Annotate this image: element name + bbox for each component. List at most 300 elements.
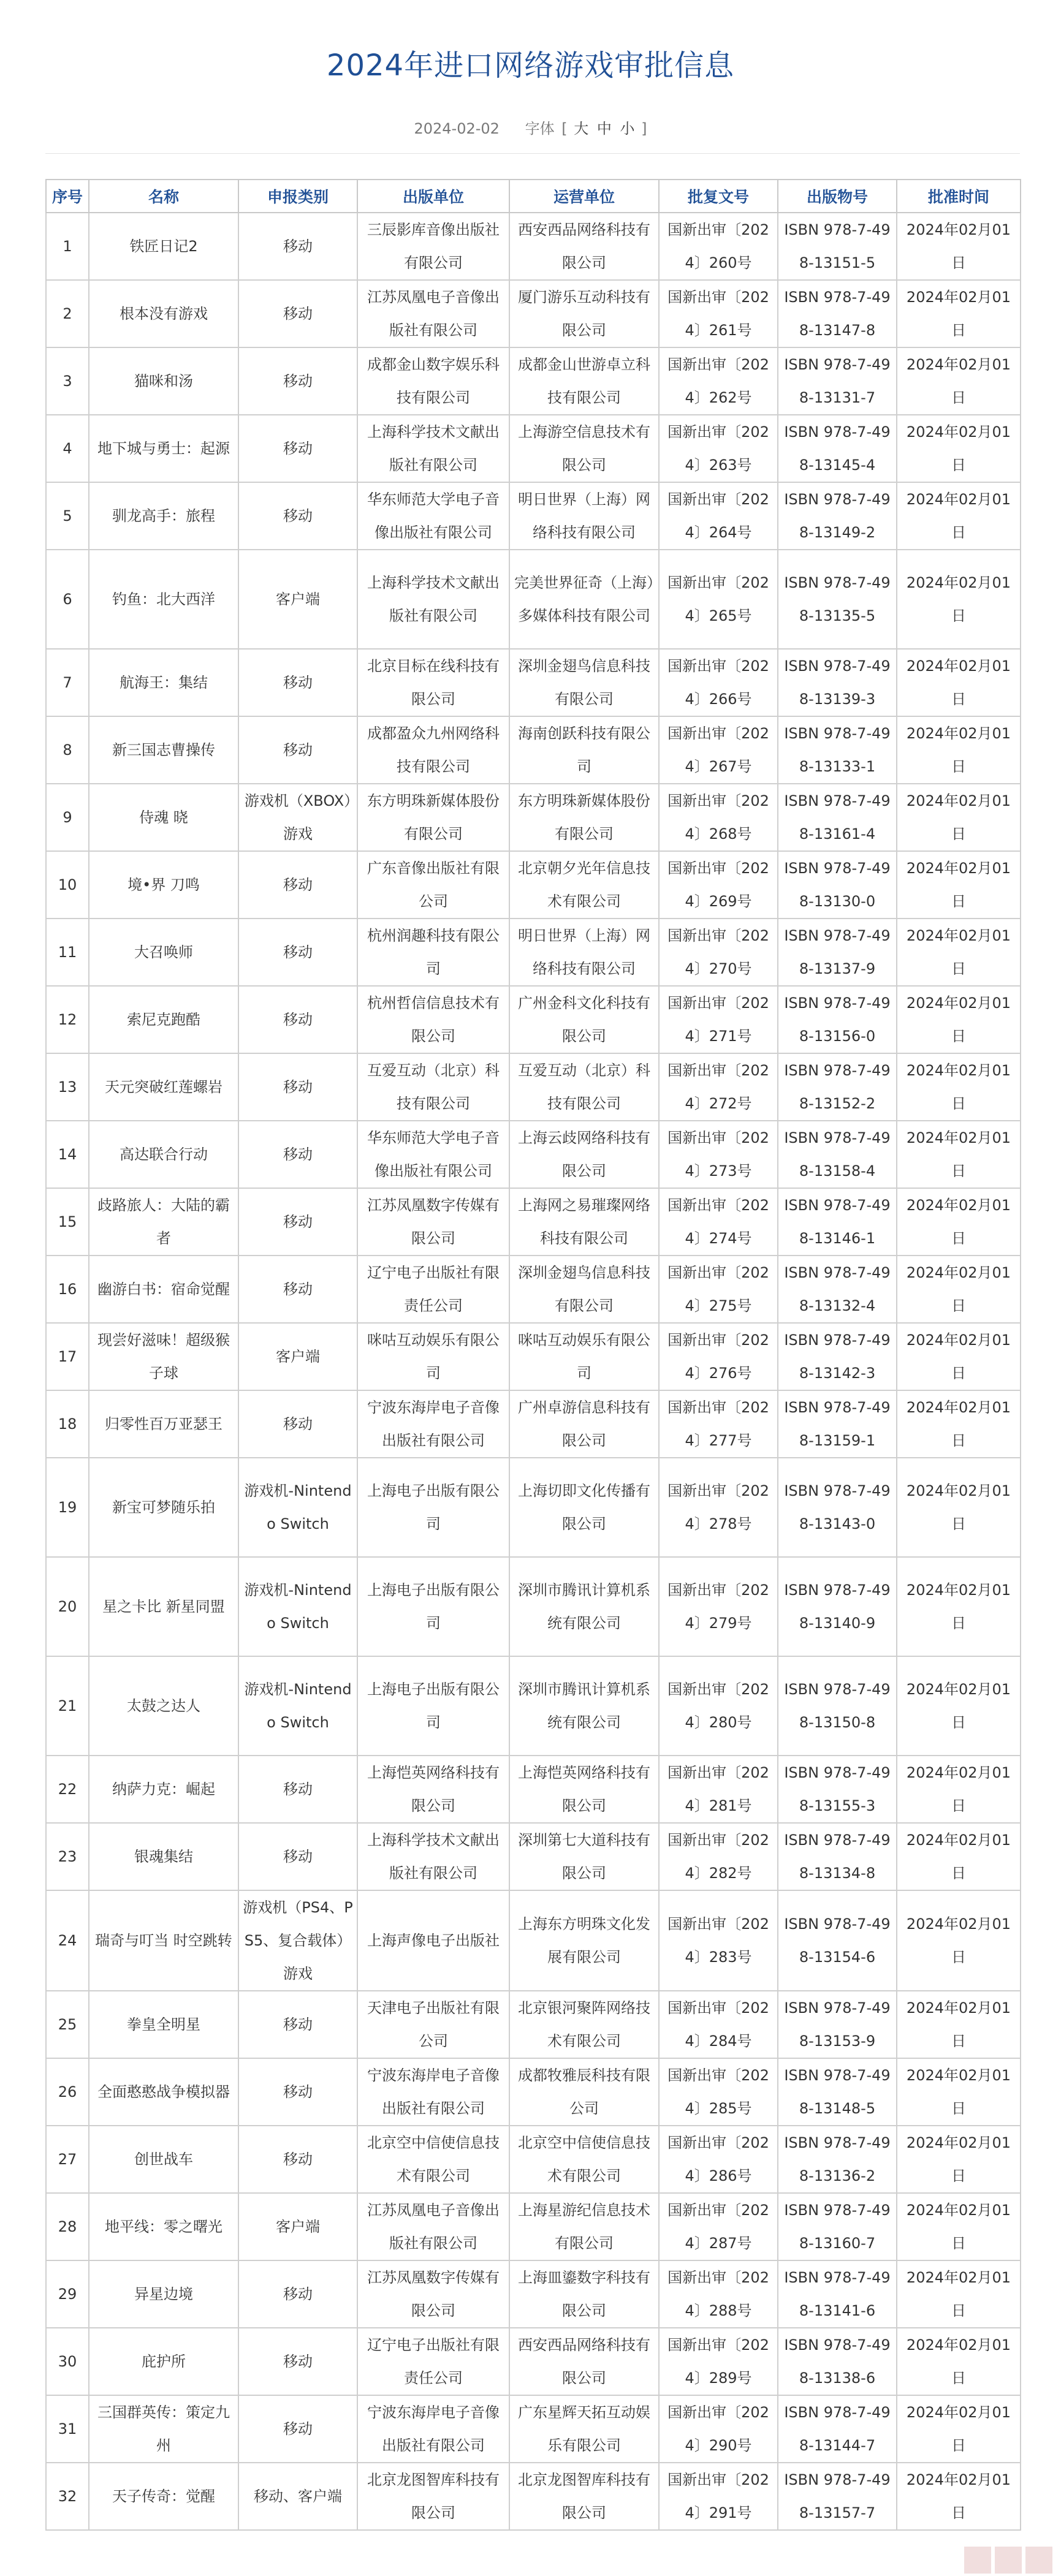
- cell-date: 2024年02月01日: [897, 2463, 1021, 2530]
- cell-name: 地平线：零之曙光: [89, 2193, 238, 2260]
- cell-publisher: 杭州润趣科技有限公司: [357, 919, 509, 986]
- cell-operator: 上海恺英网络科技有限公司: [509, 1756, 659, 1823]
- cell-isbn: ISBN 978-7-498-13136-2: [778, 2126, 897, 2193]
- cell-name: 星之卡比 新星同盟: [89, 1557, 238, 1656]
- cell-approval: 国新出审〔2024〕286号: [659, 2126, 778, 2193]
- cell-no: 12: [46, 986, 89, 1053]
- cell-isbn: ISBN 978-7-498-13159-1: [778, 1390, 897, 1458]
- cell-date: 2024年02月01日: [897, 347, 1021, 415]
- cell-isbn: ISBN 978-7-498-13132-4: [778, 1256, 897, 1323]
- cell-name: 天子传奇：觉醒: [89, 2463, 238, 2530]
- cell-approval: 国新出审〔2024〕279号: [659, 1557, 778, 1656]
- cell-approval: 国新出审〔2024〕285号: [659, 2058, 778, 2126]
- cell-operator: 上海皿鎏数字科技有限公司: [509, 2260, 659, 2328]
- column-header-name: 名称: [89, 180, 238, 213]
- cell-isbn: ISBN 978-7-498-13158-4: [778, 1121, 897, 1188]
- cell-isbn: ISBN 978-7-498-13157-7: [778, 2463, 897, 2530]
- cell-name: 猫咪和汤: [89, 347, 238, 415]
- table-row: [46, 1458, 1021, 1557]
- cell-operator: 咪咕互动娱乐有限公司: [509, 1323, 659, 1390]
- cell-date: 2024年02月01日: [897, 2193, 1021, 2260]
- cell-approval: 国新出审〔2024〕273号: [659, 1121, 778, 1188]
- cell-date: 2024年02月01日: [897, 1053, 1021, 1121]
- cell-category: 移动: [238, 1756, 357, 1823]
- table-row: [46, 1656, 1021, 1756]
- table-row: [46, 213, 1021, 280]
- cell-operator: 上海东方明珠文化发展有限公司: [509, 1890, 659, 1991]
- cell-operator: 明日世界（上海）网络科技有限公司: [509, 482, 659, 550]
- column-header-publisher: 出版单位: [357, 180, 509, 213]
- cell-publisher: 华东师范大学电子音像出版社有限公司: [357, 482, 509, 550]
- table-row: [46, 1121, 1021, 1188]
- cell-name: 纳萨力克：崛起: [89, 1756, 238, 1823]
- cell-category: 客户端: [238, 550, 357, 649]
- cell-operator: 上海星游纪信息技术有限公司: [509, 2193, 659, 2260]
- cell-category: 移动: [238, 213, 357, 280]
- cell-isbn: ISBN 978-7-498-13133-1: [778, 716, 897, 784]
- cell-date: 2024年02月01日: [897, 919, 1021, 986]
- cell-no: 4: [46, 415, 89, 482]
- cell-operator: 上海游空信息技术有限公司: [509, 415, 659, 482]
- cell-publisher: 上海电子出版有限公司: [357, 1458, 509, 1557]
- cell-operator: 厦门游乐互动科技有限公司: [509, 280, 659, 347]
- table-row: [46, 1053, 1021, 1121]
- table-row: [46, 986, 1021, 1053]
- cell-operator: 广州卓游信息科技有限公司: [509, 1390, 659, 1458]
- cell-no: 8: [46, 716, 89, 784]
- cell-publisher: 北京目标在线科技有限公司: [357, 649, 509, 716]
- cell-date: 2024年02月01日: [897, 851, 1021, 919]
- cell-publisher: 杭州哲信信息技术有限公司: [357, 986, 509, 1053]
- cell-category: 移动: [238, 1188, 357, 1256]
- cell-date: 2024年02月01日: [897, 1323, 1021, 1390]
- cell-isbn: ISBN 978-7-498-13142-3: [778, 1323, 897, 1390]
- cell-date: 2024年02月01日: [897, 1756, 1021, 1823]
- cell-date: 2024年02月01日: [897, 649, 1021, 716]
- cell-operator: 广州金科文化科技有限公司: [509, 986, 659, 1053]
- cell-name: 拳皇全明星: [89, 1991, 238, 2058]
- cell-name: 全面憨憨战争模拟器: [89, 2058, 238, 2126]
- cell-no: 5: [46, 482, 89, 550]
- cell-publisher: 上海恺英网络科技有限公司: [357, 1756, 509, 1823]
- cell-date: 2024年02月01日: [897, 1458, 1021, 1557]
- font-size-medium-button[interactable]: 中: [596, 120, 612, 137]
- cell-approval: 国新出审〔2024〕276号: [659, 1323, 778, 1390]
- column-header-date: 批准时间: [897, 180, 1021, 213]
- table-row: [46, 1823, 1021, 1890]
- cell-approval: 国新出审〔2024〕284号: [659, 1991, 778, 2058]
- cell-publisher: 江苏凤凰电子音像出版社有限公司: [357, 2193, 509, 2260]
- table-header-row: [46, 180, 1021, 213]
- cell-category: 移动: [238, 2328, 357, 2395]
- cell-publisher: 上海电子出版有限公司: [357, 1656, 509, 1756]
- cell-no: 27: [46, 2126, 89, 2193]
- cell-category: 移动: [238, 1053, 357, 1121]
- cell-no: 24: [46, 1890, 89, 1991]
- cell-name: 异星边境: [89, 2260, 238, 2328]
- cell-approval: 国新出审〔2024〕262号: [659, 347, 778, 415]
- cell-operator: 东方明珠新媒体股份有限公司: [509, 784, 659, 851]
- cell-no: 30: [46, 2328, 89, 2395]
- cell-approval: 国新出审〔2024〕281号: [659, 1756, 778, 1823]
- cell-approval: 国新出审〔2024〕268号: [659, 784, 778, 851]
- cell-approval: 国新出审〔2024〕277号: [659, 1390, 778, 1458]
- cell-date: 2024年02月01日: [897, 550, 1021, 649]
- cell-date: 2024年02月01日: [897, 482, 1021, 550]
- cell-category: 移动、客户端: [238, 2463, 357, 2530]
- cell-operator: 北京龙图智库科技有限公司: [509, 2463, 659, 2530]
- cell-publisher: 咪咕互动娱乐有限公司: [357, 1323, 509, 1390]
- table-row: [46, 2395, 1021, 2463]
- cell-category: 移动: [238, 347, 357, 415]
- cell-isbn: ISBN 978-7-498-13160-7: [778, 2193, 897, 2260]
- table-row: [46, 415, 1021, 482]
- cell-operator: 上海云歧网络科技有限公司: [509, 1121, 659, 1188]
- cell-publisher: 江苏凤凰电子音像出版社有限公司: [357, 280, 509, 347]
- cell-approval: 国新出审〔2024〕264号: [659, 482, 778, 550]
- cell-isbn: ISBN 978-7-498-13151-5: [778, 213, 897, 280]
- cell-operator: 互爱互动（北京）科技有限公司: [509, 1053, 659, 1121]
- cell-approval: 国新出审〔2024〕272号: [659, 1053, 778, 1121]
- cell-publisher: 辽宁电子出版社有限责任公司: [357, 2328, 509, 2395]
- cell-publisher: 辽宁电子出版社有限责任公司: [357, 1256, 509, 1323]
- cell-category: 移动: [238, 2126, 357, 2193]
- cell-isbn: ISBN 978-7-498-13135-5: [778, 550, 897, 649]
- cell-approval: 国新出审〔2024〕260号: [659, 213, 778, 280]
- cell-name: 新三国志曹操传: [89, 716, 238, 784]
- cell-date: 2024年02月01日: [897, 784, 1021, 851]
- table-row: [46, 2126, 1021, 2193]
- cell-category: 移动: [238, 851, 357, 919]
- column-header-no: 序号: [46, 180, 89, 213]
- cell-name: 钓鱼：北大西洋: [89, 550, 238, 649]
- cell-operator: 北京空中信使信息技术有限公司: [509, 2126, 659, 2193]
- cell-publisher: 上海科学技术文献出版社有限公司: [357, 1823, 509, 1890]
- cell-no: 9: [46, 784, 89, 851]
- cell-no: 14: [46, 1121, 89, 1188]
- cell-approval: 国新出审〔2024〕282号: [659, 1823, 778, 1890]
- cell-approval: 国新出审〔2024〕267号: [659, 716, 778, 784]
- cell-operator: 北京银河聚阵网络技术有限公司: [509, 1991, 659, 2058]
- cell-approval: 国新出审〔2024〕287号: [659, 2193, 778, 2260]
- cell-approval: 国新出审〔2024〕275号: [659, 1256, 778, 1323]
- cell-date: 2024年02月01日: [897, 1390, 1021, 1458]
- cell-category: 游戏机-Nintendo Switch: [238, 1656, 357, 1756]
- cell-name: 高达联合行动: [89, 1121, 238, 1188]
- table-row: [46, 1756, 1021, 1823]
- table-row: [46, 1188, 1021, 1256]
- cell-isbn: ISBN 978-7-498-13134-8: [778, 1823, 897, 1890]
- cell-date: 2024年02月01日: [897, 2058, 1021, 2126]
- cell-approval: 国新出审〔2024〕290号: [659, 2395, 778, 2463]
- cell-no: 17: [46, 1323, 89, 1390]
- cell-operator: 上海网之易璀璨网络科技有限公司: [509, 1188, 659, 1256]
- cell-category: 移动: [238, 2395, 357, 2463]
- cell-no: 15: [46, 1188, 89, 1256]
- cell-category: 游戏机（PS4、PS5、复合载体）游戏: [238, 1890, 357, 1991]
- cell-operator: 深圳市腾讯计算机系统有限公司: [509, 1656, 659, 1756]
- cell-no: 10: [46, 851, 89, 919]
- cell-approval: 国新出审〔2024〕280号: [659, 1656, 778, 1756]
- cell-name: 航海王：集结: [89, 649, 238, 716]
- table-row: [46, 1256, 1021, 1323]
- cell-name: 索尼克跑酷: [89, 986, 238, 1053]
- article-meta: [0, 116, 1061, 138]
- cell-operator: 西安西品网络科技有限公司: [509, 2328, 659, 2395]
- cell-name: 境•界 刀鸣: [89, 851, 238, 919]
- cell-date: 2024年02月01日: [897, 1823, 1021, 1890]
- cell-approval: 国新出审〔2024〕288号: [659, 2260, 778, 2328]
- table-row: [46, 649, 1021, 716]
- cell-category: 移动: [238, 1121, 357, 1188]
- table-row: [46, 347, 1021, 415]
- cell-publisher: 北京空中信使信息技术有限公司: [357, 2126, 509, 2193]
- cell-publisher: 江苏凤凰数字传媒有限公司: [357, 2260, 509, 2328]
- publish-date: 2024-02-02: [414, 120, 500, 137]
- cell-publisher: 北京龙图智库科技有限公司: [357, 2463, 509, 2530]
- table-row: [46, 1390, 1021, 1458]
- cell-no: 23: [46, 1823, 89, 1890]
- cell-category: 客户端: [238, 1323, 357, 1390]
- cell-operator: 深圳金翅鸟信息科技有限公司: [509, 1256, 659, 1323]
- cell-isbn: ISBN 978-7-498-13153-9: [778, 1991, 897, 2058]
- cell-category: 移动: [238, 2260, 357, 2328]
- font-size-open-bracket: [: [561, 120, 568, 137]
- cell-isbn: ISBN 978-7-498-13137-9: [778, 919, 897, 986]
- cell-category: 移动: [238, 1390, 357, 1458]
- cell-approval: 国新出审〔2024〕265号: [659, 550, 778, 649]
- cell-isbn: ISBN 978-7-498-13139-3: [778, 649, 897, 716]
- cell-category: 移动: [238, 1991, 357, 2058]
- cell-isbn: ISBN 978-7-498-13148-5: [778, 2058, 897, 2126]
- cell-publisher: 互爱互动（北京）科技有限公司: [357, 1053, 509, 1121]
- cell-date: 2024年02月01日: [897, 2395, 1021, 2463]
- cell-publisher: 上海声像电子出版社: [357, 1890, 509, 1991]
- cell-no: 13: [46, 1053, 89, 1121]
- cell-date: 2024年02月01日: [897, 1188, 1021, 1256]
- cell-name: 太鼓之达人: [89, 1656, 238, 1756]
- cell-category: 移动: [238, 415, 357, 482]
- cell-date: 2024年02月01日: [897, 1557, 1021, 1656]
- cell-name: 侍魂 晓: [89, 784, 238, 851]
- cell-date: 2024年02月01日: [897, 1656, 1021, 1756]
- cell-date: 2024年02月01日: [897, 415, 1021, 482]
- cell-name: 新宝可梦随乐拍: [89, 1458, 238, 1557]
- column-header-isbn: 出版物号: [778, 180, 897, 213]
- font-size-large-button[interactable]: 大: [574, 120, 589, 137]
- cell-publisher: 成都盈众九州网络科技有限公司: [357, 716, 509, 784]
- cell-no: 1: [46, 213, 89, 280]
- cell-date: 2024年02月01日: [897, 1256, 1021, 1323]
- cell-name: 铁匠日记2: [89, 213, 238, 280]
- cell-no: 32: [46, 2463, 89, 2530]
- table-row: [46, 2328, 1021, 2395]
- cell-name: 瑞奇与叮当 时空跳转: [89, 1890, 238, 1991]
- cell-name: 天元突破红莲螺岩: [89, 1053, 238, 1121]
- cell-date: 2024年02月01日: [897, 280, 1021, 347]
- cell-date: 2024年02月01日: [897, 986, 1021, 1053]
- cell-category: 移动: [238, 716, 357, 784]
- cell-isbn: ISBN 978-7-498-13152-2: [778, 1053, 897, 1121]
- cell-publisher: 华东师范大学电子音像出版社有限公司: [357, 1121, 509, 1188]
- cell-name: 幽游白书：宿命觉醒: [89, 1256, 238, 1323]
- cell-operator: 上海切即文化传播有限公司: [509, 1458, 659, 1557]
- cell-category: 客户端: [238, 2193, 357, 2260]
- font-size-close-bracket: ]: [641, 120, 647, 137]
- cell-publisher: 上海科学技术文献出版社有限公司: [357, 415, 509, 482]
- column-header-approval: 批复文号: [659, 180, 778, 213]
- cell-isbn: ISBN 978-7-498-13144-7: [778, 2395, 897, 2463]
- cell-date: 2024年02月01日: [897, 2328, 1021, 2395]
- font-size-small-button[interactable]: 小: [620, 120, 635, 137]
- cell-category: 游戏机-Nintendo Switch: [238, 1557, 357, 1656]
- cell-date: 2024年02月01日: [897, 213, 1021, 280]
- cell-isbn: ISBN 978-7-498-13147-8: [778, 280, 897, 347]
- table-row: [46, 482, 1021, 550]
- cell-no: 7: [46, 649, 89, 716]
- table-row: [46, 2058, 1021, 2126]
- cell-isbn: ISBN 978-7-498-13143-0: [778, 1458, 897, 1557]
- cell-approval: 国新出审〔2024〕278号: [659, 1458, 778, 1557]
- table-row: [46, 550, 1021, 649]
- cell-no: 20: [46, 1557, 89, 1656]
- cell-isbn: ISBN 978-7-498-13161-4: [778, 784, 897, 851]
- cell-operator: 海南创跃科技有限公司: [509, 716, 659, 784]
- cell-category: 移动: [238, 482, 357, 550]
- cell-no: 3: [46, 347, 89, 415]
- cell-no: 31: [46, 2395, 89, 2463]
- cell-publisher: 东方明珠新媒体股份有限公司: [357, 784, 509, 851]
- cell-publisher: 上海电子出版有限公司: [357, 1557, 509, 1656]
- font-size-label: 字体: [525, 120, 555, 137]
- cell-publisher: 广东音像出版社有限公司: [357, 851, 509, 919]
- cell-name: 归零性百万亚瑟王: [89, 1390, 238, 1458]
- cell-date: 2024年02月01日: [897, 1991, 1021, 2058]
- column-header-category: 申报类别: [238, 180, 357, 213]
- cell-operator: 成都牧雅辰科技有限公司: [509, 2058, 659, 2126]
- table-row: [46, 784, 1021, 851]
- cell-category: 游戏机（XBOX）游戏: [238, 784, 357, 851]
- cell-no: 2: [46, 280, 89, 347]
- cell-no: 21: [46, 1656, 89, 1756]
- cell-publisher: 天津电子出版社有限公司: [357, 1991, 509, 2058]
- cell-publisher: 上海科学技术文献出版社有限公司: [357, 550, 509, 649]
- table-row: [46, 2260, 1021, 2328]
- corner-watermark: [958, 2544, 1061, 2576]
- cell-operator: 西安西品网络科技有限公司: [509, 213, 659, 280]
- cell-category: 移动: [238, 1823, 357, 1890]
- cell-name: 地下城与勇士：起源: [89, 415, 238, 482]
- cell-name: 创世战车: [89, 2126, 238, 2193]
- table-row: [46, 716, 1021, 784]
- cell-date: 2024年02月01日: [897, 1890, 1021, 1991]
- approval-table: [45, 179, 1021, 2531]
- cell-date: 2024年02月01日: [897, 716, 1021, 784]
- cell-isbn: ISBN 978-7-498-13145-4: [778, 415, 897, 482]
- cell-approval: 国新出审〔2024〕289号: [659, 2328, 778, 2395]
- cell-isbn: ISBN 978-7-498-13154-6: [778, 1890, 897, 1991]
- table-body: [46, 213, 1021, 2530]
- cell-isbn: ISBN 978-7-498-13138-6: [778, 2328, 897, 2395]
- cell-approval: 国新出审〔2024〕274号: [659, 1188, 778, 1256]
- cell-isbn: ISBN 978-7-498-13130-0: [778, 851, 897, 919]
- cell-publisher: 三辰影库音像出版社有限公司: [357, 213, 509, 280]
- column-header-operator: 运营单位: [509, 180, 659, 213]
- cell-category: 游戏机-Nintendo Switch: [238, 1458, 357, 1557]
- table-row: [46, 919, 1021, 986]
- table-row: [46, 2463, 1021, 2530]
- cell-category: 移动: [238, 2058, 357, 2126]
- table-row: [46, 280, 1021, 347]
- cell-publisher: 宁波东海岸电子音像出版社有限公司: [357, 2058, 509, 2126]
- table-row: [46, 1890, 1021, 1991]
- cell-name: 驯龙高手：旅程: [89, 482, 238, 550]
- cell-isbn: ISBN 978-7-498-13155-3: [778, 1756, 897, 1823]
- cell-approval: 国新出审〔2024〕263号: [659, 415, 778, 482]
- header-divider: [45, 153, 1020, 154]
- cell-date: 2024年02月01日: [897, 2260, 1021, 2328]
- cell-name: 庇护所: [89, 2328, 238, 2395]
- cell-isbn: ISBN 978-7-498-13140-9: [778, 1557, 897, 1656]
- cell-no: 19: [46, 1458, 89, 1557]
- cell-isbn: ISBN 978-7-498-13146-1: [778, 1188, 897, 1256]
- cell-publisher: 成都金山数字娱乐科技有限公司: [357, 347, 509, 415]
- cell-no: 28: [46, 2193, 89, 2260]
- cell-date: 2024年02月01日: [897, 2126, 1021, 2193]
- cell-date: 2024年02月01日: [897, 1121, 1021, 1188]
- cell-category: 移动: [238, 649, 357, 716]
- cell-operator: 广东星辉天拓互动娱乐有限公司: [509, 2395, 659, 2463]
- table-row: [46, 1991, 1021, 2058]
- table-row: [46, 2193, 1021, 2260]
- table-row: [46, 1557, 1021, 1656]
- cell-category: 移动: [238, 1256, 357, 1323]
- cell-operator: 明日世界（上海）网络科技有限公司: [509, 919, 659, 986]
- cell-isbn: ISBN 978-7-498-13149-2: [778, 482, 897, 550]
- cell-name: 歧路旅人：大陆的霸者: [89, 1188, 238, 1256]
- cell-operator: 深圳第七大道科技有限公司: [509, 1823, 659, 1890]
- cell-approval: 国新出审〔2024〕291号: [659, 2463, 778, 2530]
- cell-category: 移动: [238, 280, 357, 347]
- cell-no: 18: [46, 1390, 89, 1458]
- cell-isbn: ISBN 978-7-498-13156-0: [778, 986, 897, 1053]
- table-row: [46, 1323, 1021, 1390]
- cell-approval: 国新出审〔2024〕261号: [659, 280, 778, 347]
- cell-no: 29: [46, 2260, 89, 2328]
- cell-name: 银魂集结: [89, 1823, 238, 1890]
- cell-no: 16: [46, 1256, 89, 1323]
- cell-isbn: ISBN 978-7-498-13141-6: [778, 2260, 897, 2328]
- cell-isbn: ISBN 978-7-498-13150-8: [778, 1656, 897, 1756]
- cell-no: 25: [46, 1991, 89, 2058]
- cell-approval: 国新出审〔2024〕266号: [659, 649, 778, 716]
- cell-name: 大召唤师: [89, 919, 238, 986]
- cell-approval: 国新出审〔2024〕271号: [659, 986, 778, 1053]
- cell-approval: 国新出审〔2024〕269号: [659, 851, 778, 919]
- cell-name: 现尝好滋味！超级猴子球: [89, 1323, 238, 1390]
- cell-no: 26: [46, 2058, 89, 2126]
- cell-name: 三国群英传：策定九州: [89, 2395, 238, 2463]
- cell-no: 22: [46, 1756, 89, 1823]
- cell-operator: 深圳金翅鸟信息科技有限公司: [509, 649, 659, 716]
- cell-approval: 国新出审〔2024〕270号: [659, 919, 778, 986]
- cell-operator: 北京朝夕光年信息技术有限公司: [509, 851, 659, 919]
- cell-operator: 深圳市腾讯计算机系统有限公司: [509, 1557, 659, 1656]
- page-title: 2024年进口网络游戏审批信息: [326, 48, 735, 83]
- cell-no: 6: [46, 550, 89, 649]
- cell-isbn: ISBN 978-7-498-13131-7: [778, 347, 897, 415]
- cell-operator: 成都金山世游卓立科技有限公司: [509, 347, 659, 415]
